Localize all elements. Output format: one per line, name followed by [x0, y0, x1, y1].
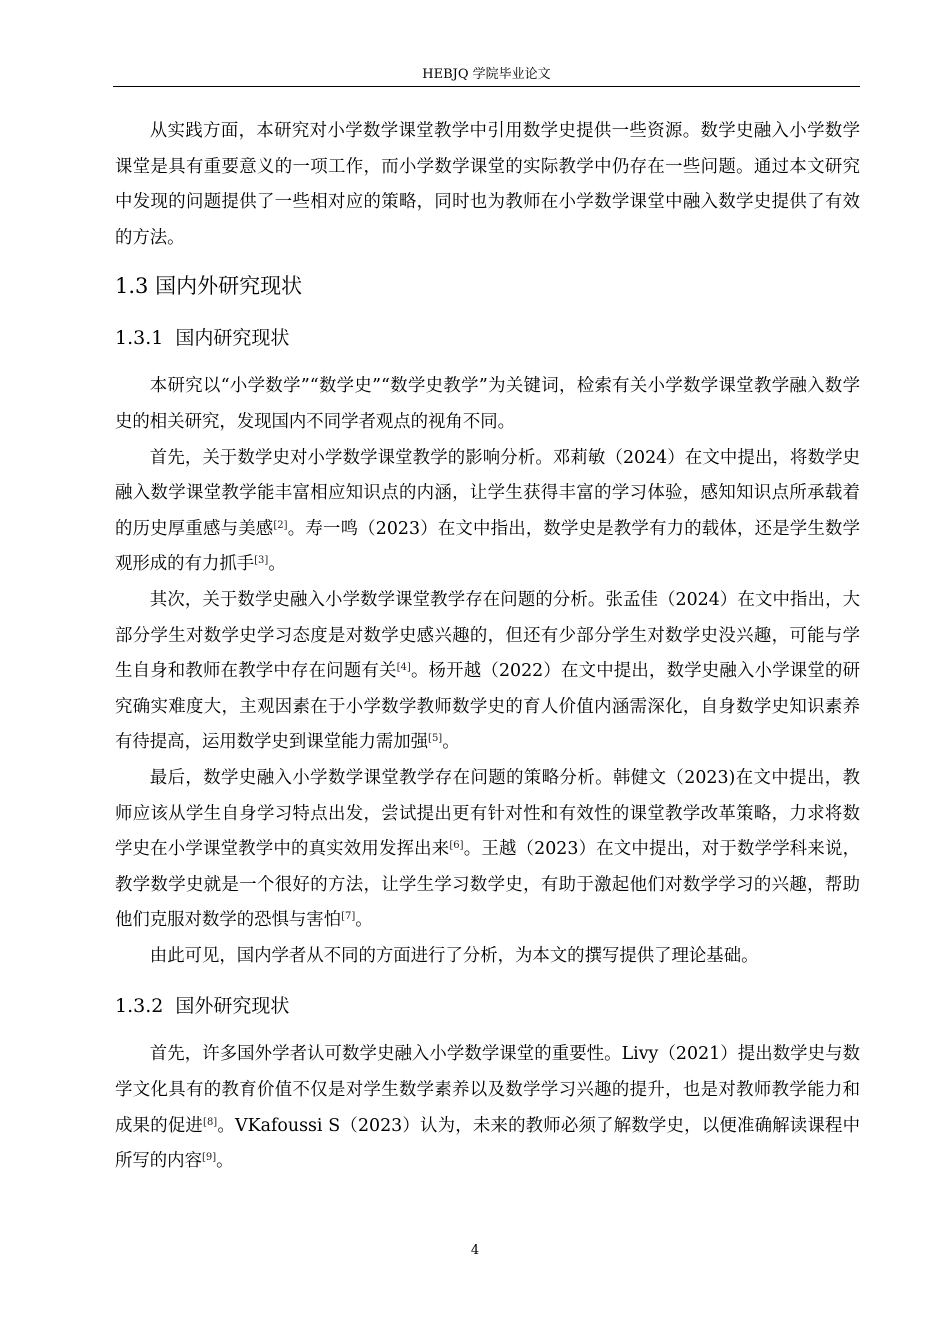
page-body	[115, 114, 860, 1180]
citation-9: [9]	[201, 1152, 217, 1164]
citation-3: [3]	[254, 555, 269, 567]
subsection-title: 国外研究现状	[175, 995, 290, 1018]
paragraph-foreign-research	[115, 1037, 860, 1179]
paragraph-text: 最后，数学史融入小学数学课堂教学存在问题的策略分析。韩健文（2023)在文中提出，教师应该从学生自身学习特点出发，尝试提出更有针对性和有效性的课堂教学改革策略，力求将数学史在小学课堂教学中的真实效用发挥出来	[115, 767, 860, 860]
paragraph-text: 首先，关于数学史对小学数学课堂教学的影响分析。邓莉敏（2024）在文中提出，将数学史融入数学课堂教学能丰富相应知识点的内涵，让学生获得丰富的学习体验，感知知识点所承载着的历史厚重感与美感	[115, 447, 860, 539]
paragraph-text: 本研究以“小学数学”“数学史”“数学史教学”为关键词，检索有关小学数学课堂教学融入数学史的相关研究，发现国内不同学者观点的视角不同。	[115, 376, 860, 432]
paragraph-text: 从实践方面，本研究对小学数学课堂教学中引用数学史提供一些资源。数学史融入小学数学课堂是具有重要意义的一项工作，而小学数学课堂的实际教学中仍存在一些问题。通过本文研究中发现的问题提供了一些相对应的策略，同时也为教师在小学数学课堂中融入数学史提供了有效的方法。	[115, 121, 860, 248]
subsection-heading-1-3-1	[115, 323, 860, 353]
paragraph-keywords	[115, 369, 860, 440]
paragraph-last-strategies	[115, 761, 860, 939]
subsection-heading-1-3-2	[115, 991, 860, 1021]
paragraph-text: 。	[216, 1151, 234, 1172]
paragraph-text: 。王越（2023）在文中提出，对于数学学科来说，教学数学史就是一个很好的方法，让学生学习数学史，有助于激起他们对数学学习的兴趣，帮助他们克服对数学的恐惧与害怕	[115, 839, 860, 931]
section-heading-1-3: 1.3 国内外研究现状	[115, 274, 303, 299]
paragraph-text: 。	[442, 732, 460, 753]
subsection-number: 1.3.1	[115, 327, 164, 350]
page-number: 4	[470, 1243, 480, 1258]
paragraph-text: 首先，许多国外学者认可数学史融入小学数学课堂的重要性。Livy（2021）提出数学史与数学文化具有的教育价值不仅是对学生数学素养以及数学学习兴趣的提升，也是对教师教学能力和成果的促进	[115, 1044, 860, 1136]
paragraph-practice	[115, 114, 860, 256]
header-rule	[113, 86, 860, 87]
paragraph-text: 。VKafoussi S（2023）认为，未来的教师必须了解数学史，以便准确解读课程中所写的内容	[115, 1115, 860, 1172]
citation-2: [2]	[273, 519, 288, 531]
subsection-title: 国内研究现状	[175, 327, 290, 350]
paragraph-second-problems	[115, 583, 860, 761]
citation-6: [6]	[449, 840, 464, 852]
subsection-number: 1.3.2	[115, 995, 164, 1018]
citation-5: [5]	[428, 733, 443, 745]
paragraph-text: 其次，关于数学史融入小学数学课堂教学存在问题的分析。张孟佳（2024）在文中指出，大部分学生对数学史学习态度是对数学史感兴趣的，但还有少部分学生对数学史没兴趣，可能与学生自身和教师在教学中存在问题有关	[115, 589, 860, 682]
paragraph-text: 由此可见，国内学者从不同的方面进行了分析，为本文的撰写提供了理论基础。	[149, 945, 759, 966]
paragraph-text: 。杨开越（2022）在文中提出，数学史融入小学课堂的研究确实难度大，主观因素在于小学数学教师数学史的育人价值内涵需深化，自身数学史知识素养有待提高，运用数学史到课堂能力需加强	[115, 661, 860, 753]
citation-8: [8]	[203, 1116, 218, 1128]
paragraph-conclusion	[115, 939, 860, 975]
citation-7: [7]	[341, 911, 356, 923]
page-header: HEBJQ 学院毕业论文	[422, 67, 551, 82]
paragraph-text: 。	[268, 554, 286, 575]
paragraph-first-influence	[115, 441, 860, 583]
paragraph-text: 。	[355, 910, 373, 931]
paragraph-text: 。寿一鸣（2023）在文中指出，数学史是教学有力的载体，还是学生数学观形成的有力抓手	[115, 518, 860, 575]
citation-4: [4]	[396, 662, 411, 674]
